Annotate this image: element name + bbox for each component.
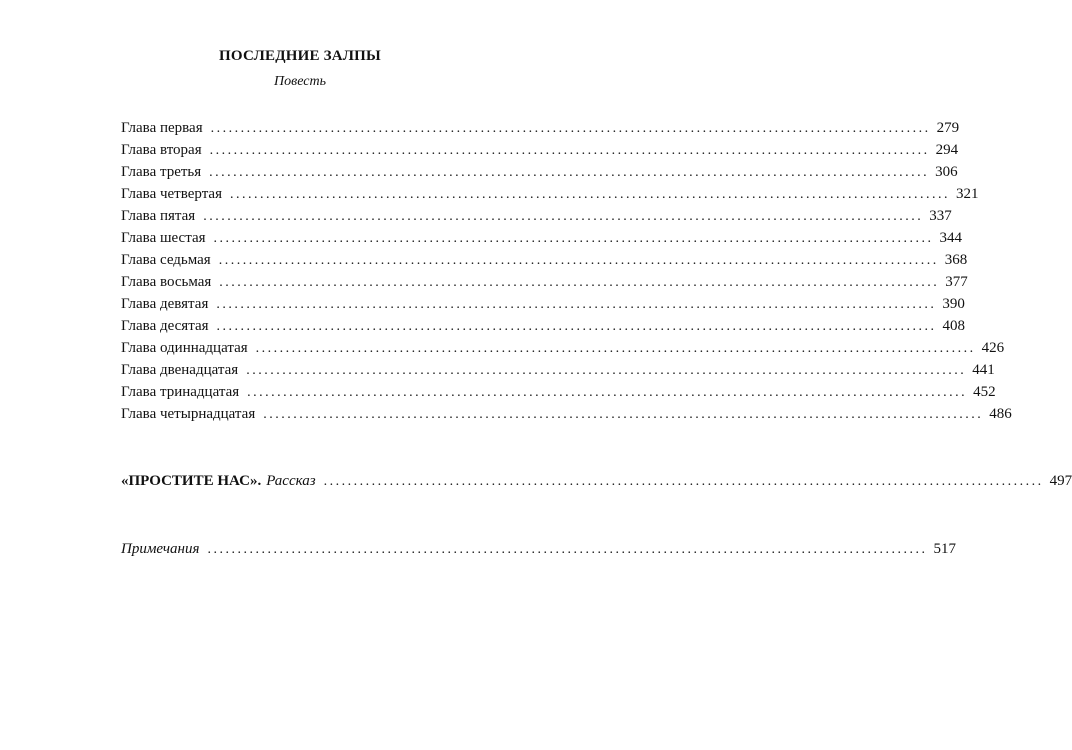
toc-entry-chapter-2[interactable] (121, 139, 959, 161)
chapter-label: Глава тринадцатая (121, 384, 240, 400)
section-subtitle: Повесть (274, 74, 326, 89)
chapter-list (121, 117, 1012, 425)
dot-leader: ........................................................................................................................ (209, 143, 930, 158)
chapter-label: Глава вторая (121, 142, 202, 158)
page-number: 337 (929, 208, 952, 224)
story-title: «ПРОСТИТЕ НАС». (121, 473, 262, 489)
chapter-label: Глава четырнадцатая (121, 406, 256, 422)
chapter-label: Глава пятая (121, 208, 196, 224)
page-number: 294 (935, 142, 959, 158)
toc-entry-chapter-8[interactable] (121, 271, 968, 293)
page-number: 279 (936, 120, 960, 136)
page-number: 486 (989, 406, 1012, 422)
section-title: ПОСЛЕДНИЕ ЗАЛПЫ (219, 48, 381, 64)
chapter-label: Глава десятая (121, 318, 209, 334)
page-number: 321 (956, 186, 979, 202)
dot-leader: ........................................................................................................................ (247, 385, 968, 400)
toc-entry-chapter-7[interactable] (121, 249, 968, 271)
toc-entry-notes[interactable] (121, 538, 956, 560)
chapter-label: Глава шестая (121, 230, 206, 246)
page-number: 441 (972, 362, 995, 378)
dot-leader: ........................................................................................................................ (209, 165, 930, 180)
toc-entry-chapter-4[interactable] (121, 183, 979, 205)
dot-leader: ........................................................................................................................ (213, 231, 934, 246)
page-number: 517 (933, 541, 956, 557)
page-number: 306 (935, 164, 958, 180)
page-number: 377 (945, 274, 968, 290)
toc-entry-chapter-1[interactable] (121, 117, 960, 139)
dot-leader: ........................................................................................................................ (207, 542, 928, 557)
chapter-label: Глава одиннадцатая (121, 340, 248, 356)
page-number: 390 (942, 296, 965, 312)
dot-leader: ........................................................................................................................ (219, 275, 940, 290)
dot-leader: ........................................................................................................................ (230, 187, 950, 202)
chapter-label: Глава первая (121, 120, 203, 136)
page-number: 497 (1049, 473, 1072, 489)
page-number: 426 (981, 340, 1005, 356)
toc-entry-chapter-6[interactable] (121, 227, 963, 249)
chapter-label: Глава третья (121, 164, 202, 180)
dot-leader: ........................................................................................................................ (246, 363, 967, 378)
dot-leader: ........................................................................................................................ (210, 121, 931, 136)
toc-entry-chapter-14[interactable] (121, 403, 1012, 425)
notes-label: Примечания (121, 541, 200, 557)
story-genre: Рассказ (266, 473, 316, 489)
chapter-label: Глава девятая (121, 296, 209, 312)
toc-entry-chapter-3[interactable] (121, 161, 958, 183)
dot-leader: ........................................................................................................................ (218, 253, 939, 268)
page-number: 344 (939, 230, 963, 246)
dot-leader: ........................................................................................................................ (216, 319, 937, 334)
dot-leader: ........................................................................................................................ (323, 474, 1044, 489)
chapter-label: Глава четвертая (121, 186, 222, 202)
page-number: 452 (973, 384, 996, 400)
story-label (121, 470, 316, 492)
toc-entry-chapter-10[interactable] (121, 315, 965, 337)
toc-entry-chapter-13[interactable] (121, 381, 996, 403)
chapter-label: Глава седьмая (121, 252, 211, 268)
toc-entry-story[interactable] (121, 470, 1072, 492)
dot-leader: ........................................................................................................................ (216, 297, 937, 312)
toc-entry-chapter-11[interactable] (121, 337, 1005, 359)
toc-entry-chapter-5[interactable] (121, 205, 952, 227)
chapter-label: Глава двенадцатая (121, 362, 239, 378)
toc-entry-chapter-12[interactable] (121, 359, 995, 381)
toc-entry-chapter-9[interactable] (121, 293, 965, 315)
page-number: 408 (942, 318, 965, 334)
dot-leader: ........................................................................................................................ (203, 209, 924, 224)
dot-leader: ........................................................................................................................ (263, 407, 984, 422)
dot-leader: ........................................................................................................................ (255, 341, 976, 356)
chapter-label: Глава восьмая (121, 274, 212, 290)
page-number: 368 (944, 252, 968, 268)
